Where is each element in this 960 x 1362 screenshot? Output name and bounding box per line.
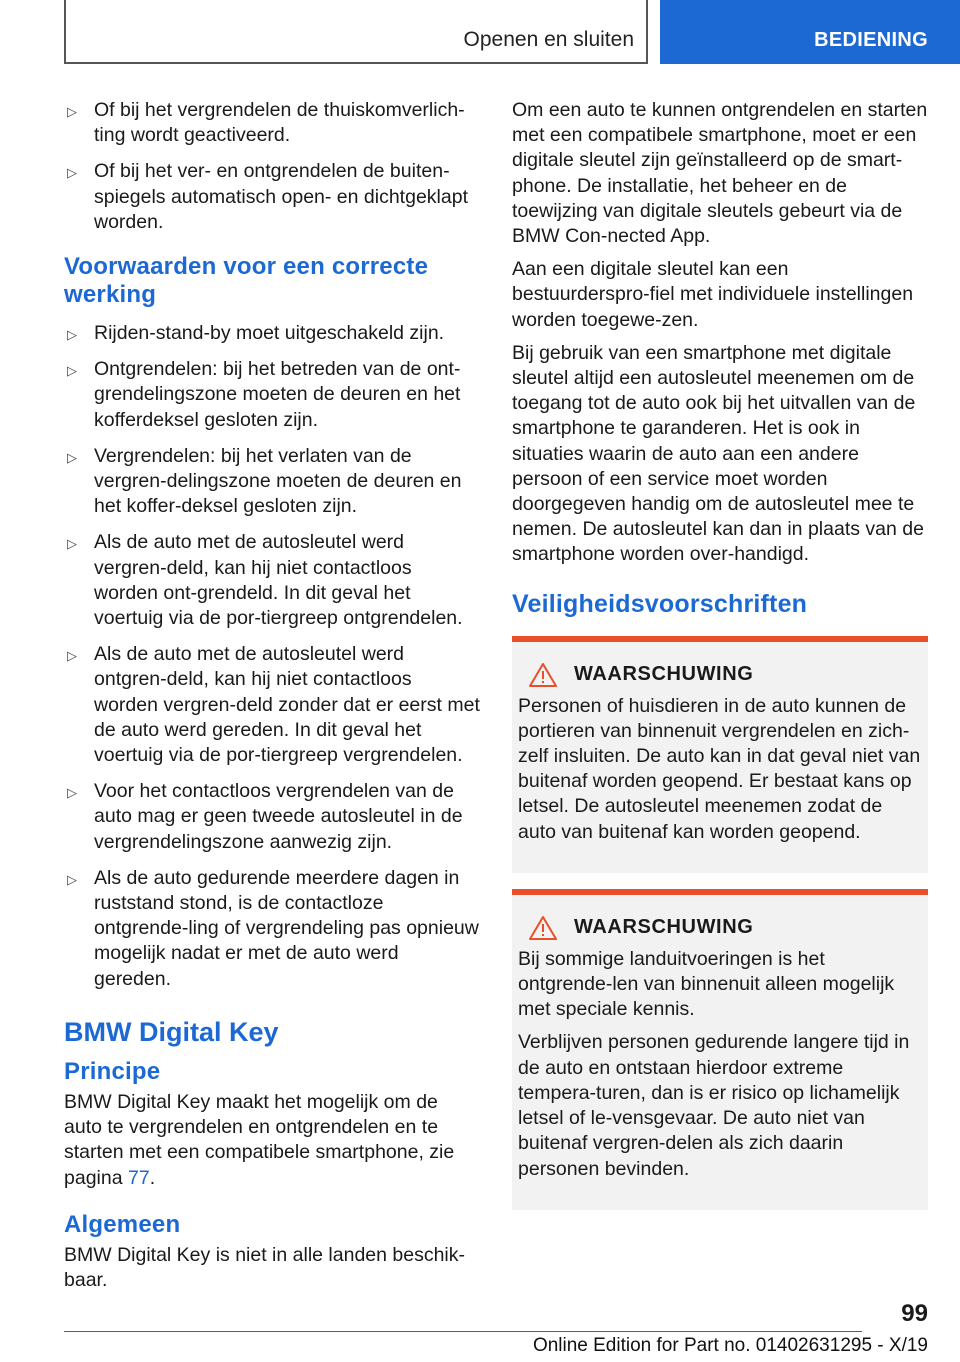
triangle-right-icon: ▷ <box>67 449 77 465</box>
warning-box <box>512 636 928 873</box>
warning-header <box>518 915 922 941</box>
heading-digital-key: BMW Digital Key <box>64 1016 279 1047</box>
principle-paragraph: BMW Digital Key maakt het mogelijk om de auto te vergrendelen en ontgrendelen en te starten met een compatibele smartphone, zie pagina 77. <box>64 1090 455 1189</box>
triangle-right-icon: ▷ <box>67 785 77 801</box>
left-column <box>64 98 480 1301</box>
header-section-tab <box>660 0 960 64</box>
list-item: ▷ Voor het contactloos vergrendelen van de auto mag er geen tweede autosleutel in de vergrendelingszone aanwezig zijn. <box>67 780 463 853</box>
page-link[interactable]: 77 <box>127 1166 150 1189</box>
triangle-right-icon: ▷ <box>67 327 77 343</box>
list-item: ▷ Ontgrendelen: bij het betreden van de ont-grendelingszone moeten de deuren en het kofferdeksel gesloten zijn. <box>67 358 461 431</box>
chapter-title: Openen en sluiten <box>463 28 634 51</box>
heading-principle: Principe <box>64 1057 161 1085</box>
footer-edition: Online Edition for Part no. 01402631295 - X/19 <box>532 1335 928 1356</box>
list-item: ▷ Als de auto met de autosleutel werd ontgren-deld, kan hij niet contactloos worden vergren-deld zonder dat er eerst met de auto werd gereden. In dit geval het voertuig via de por-tiergreep vergrendelen. <box>67 643 480 767</box>
warning-header <box>518 662 922 688</box>
triangle-right-icon: ▷ <box>67 871 77 887</box>
warning-box <box>512 889 928 1210</box>
warning-text: Personen of huisdieren in de auto kunnen de portieren van binnenuit vergrendelen en zich-zelf insluiten. De auto kan in dat geval niet van buitenaf worden geopend. Er bestaat kans op letsel. De autosleutel meenemen zodat de auto van buitenaf kan worden geopend. <box>518 694 921 843</box>
general-paragraph: BMW Digital Key is niet in alle landen beschik-baar. <box>64 1243 466 1291</box>
heading-conditions: Voorwaarden voor een correcte werking <box>64 253 429 309</box>
paragraph: Bij gebruik van een smartphone met digitale sleutel altijd een autosleutel meenemen om de toegang tot de auto ook bij het uitvallen van de smartphone te garanderen. Het is ook in situaties waarin de auto aan een andere persoon of een service moet worden doorgegeven handig om de autosleutel mee te nemen. De autosleutel kan dan in plaats van de smartphone worden over-handigd. <box>512 341 924 566</box>
warning-triangle-icon <box>528 915 558 941</box>
header-chapter-box <box>64 0 648 64</box>
warning-title: WAARSCHUWING <box>574 916 754 939</box>
warning-text: Bij sommige landuitvoeringen is het ontgrende-len van binnenuit alleen mogelijk met speciale kennis. <box>518 947 895 1021</box>
page-number: 99 <box>901 1300 928 1327</box>
list-item: ▷ Rijden-stand-by moet uitgeschakeld zijn. <box>64 321 480 346</box>
list-item: ▷ Vergrendelen: bij het verlaten van de vergren-delingszone moeten de deuren en het koffer-deksel gesloten zijn. <box>67 444 462 518</box>
paragraph: Aan een digitale sleutel kan een bestuurderspro-fiel met individuele instellingen worden toegewe-zen. <box>512 258 914 331</box>
warning-text: Verblijven personen gedurende langere tijd in de auto en ontstaan hierdoor extreme tempera-turen, dan is er risico op lichamelijk letsel of le-vensgevaar. De auto niet van buitenaf vergren-delen als zich daarin personen bevinden. <box>518 1031 910 1180</box>
triangle-right-icon: ▷ <box>67 648 77 664</box>
right-column <box>512 98 928 1226</box>
list-item: ▷ Als de auto met de autosleutel werd vergren-deld, kan hij niet contactloos worden ont-grendeld. In dit geval het voertuig via de por-tiergreep ontgrendelen. <box>67 531 463 630</box>
paragraph: Om een auto te kunnen ontgrendelen en starten met een compatibele smartphone, moet er een digitale sleutel zijn geïnstalleerd op de smart-phone. De installatie, het beheer en de toewijzing van digitale sleutels gebeurt via de BMW Con-nected App. <box>512 99 928 248</box>
triangle-right-icon: ▷ <box>67 363 77 379</box>
footer-divider <box>64 1331 862 1332</box>
warning-triangle-icon <box>528 662 558 688</box>
warning-title: WAARSCHUWING <box>574 663 754 686</box>
heading-safety: Veiligheidsvoorschriften <box>512 589 808 618</box>
list-item: ▷ Als de auto gedurende meerdere dagen in ruststand stond, is de contactloze ontgrende-ling of vergrendeling pas opnieuw mogelijk nadat er met de auto werd gereden. <box>67 866 479 990</box>
triangle-right-icon: ▷ <box>67 104 77 119</box>
triangle-right-icon: ▷ <box>67 165 77 181</box>
triangle-right-icon: ▷ <box>67 536 77 552</box>
list-item: ▷ Of bij het ver- en ontgrendelen de buiten-spiegels automatisch open- en dichtgeklapt worden. <box>67 160 468 233</box>
list-item: ▷ Of bij het vergrendelen de thuiskomverlich-ting wordt geactiveerd. <box>67 99 465 147</box>
section-title: BEDIENING <box>814 29 928 51</box>
heading-general: Algemeen <box>64 1210 181 1238</box>
